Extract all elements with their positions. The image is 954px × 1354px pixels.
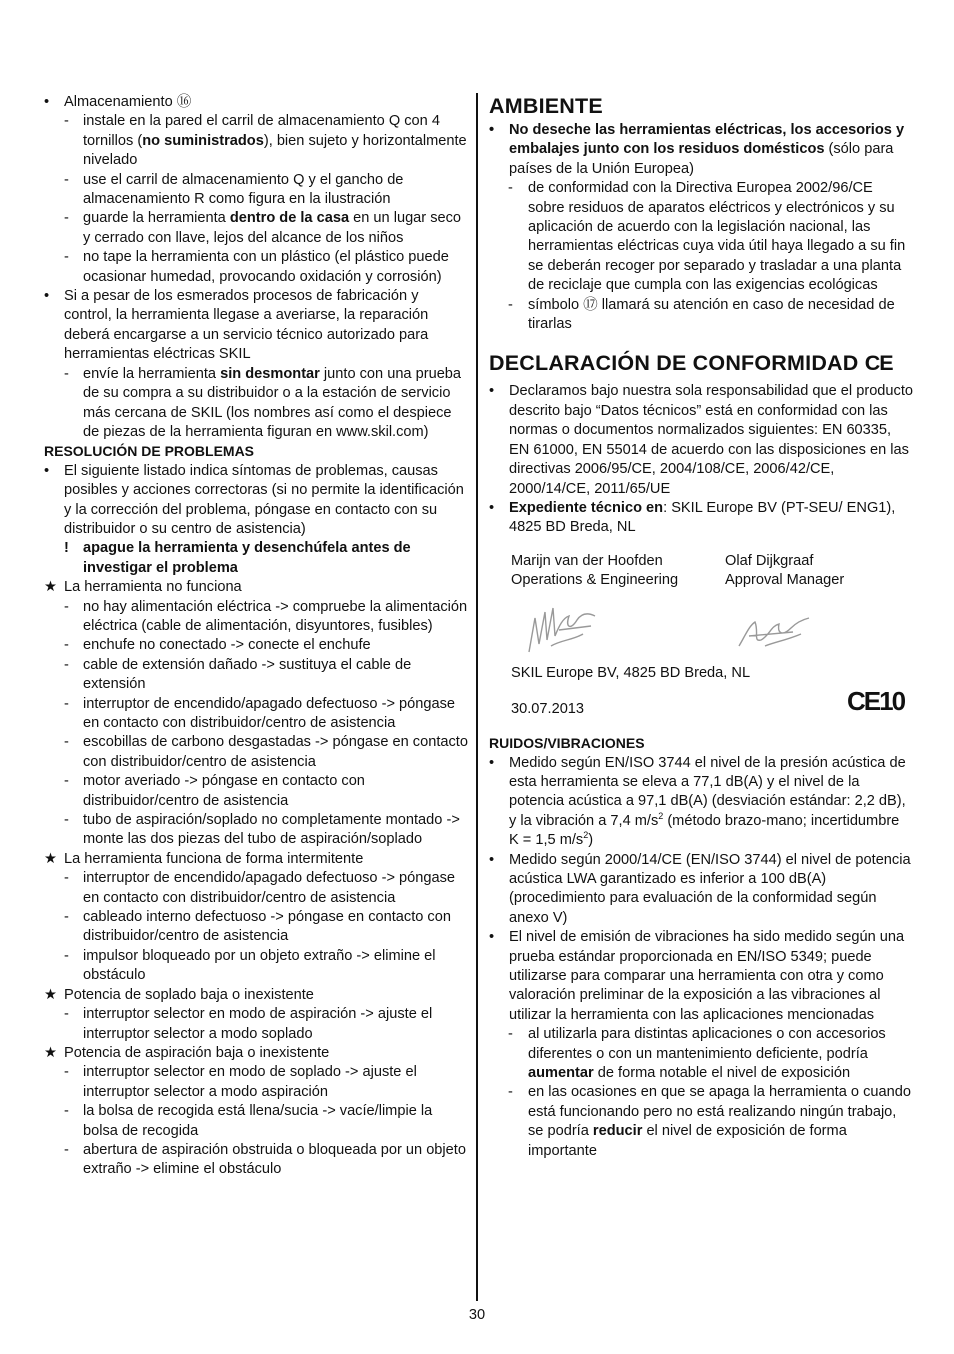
star-icon: ★ [44, 986, 58, 1003]
repair-item: - envíe la herramienta sin desmontar junto con una prueba de su compra a su distribuidor o a la estación de servicio más cercana de SKIL (los nombres así como el despiece de piezas de la herramienta figuran en www.skil.com) [64, 365, 462, 440]
declaration-bullet: • Declaramos bajo nuestra sola responsabilidad que el producto descrito bajo “Datos técnicos” está en conformidad con las normas o documentos normalizados siguientes: EN 60335, EN 61000, EN 55014 de acuerdo con las disposiciones en las directivas 2006/95/CE, 2004/108/CE, 2006/42/CE, 2000/14/CE, 2011/65/UE [489, 383, 914, 497]
ce-mark: CE [864, 351, 893, 376]
bullet-marker: • [44, 94, 50, 110]
remedy-item: - cable de extensión dañado -> sustituya el cable de extensión [64, 656, 412, 693]
signatories [489, 552, 913, 592]
star-icon: ★ [44, 579, 58, 596]
remedy-item: - interruptor de encendido/apagado defectuoso -> póngase en contacto con distribuidor/centro de asistencia [64, 695, 456, 731]
symptom-heading: ★ Potencia de soplado baja o inexistente [44, 986, 468, 1005]
storage-item: - use el carril de almacenamiento Q y el gancho de almacenamiento R como figura en la ilustración [64, 171, 404, 208]
repair-bullet: • Si a pesar de los esmerados procesos de fabricación y control, la herramienta llegase a averiarse, la reparación deberá encargarse a un servicio técnico autorizado para herramientas eléctricas SKIL [44, 288, 429, 363]
date-row [489, 686, 913, 728]
technical-file-bullet: • Expediente técnico en: SKIL Europe BV (PT-SEU/ ENG1), 4825 BD Breda, NL [489, 499, 896, 536]
troubleshooting-heading: RESOLUCIÓN DE PROBLEMAS [44, 443, 255, 460]
storage-bullet [44, 93, 468, 112]
storage-label: Almacenamiento ⑯ [64, 94, 192, 110]
remedy-item: - interruptor selector en modo de soplado -> ajuste el interruptor selector a modo aspiración [64, 1064, 417, 1100]
symptom-heading: ★ La herramienta funciona de forma intermitente [44, 850, 468, 869]
remedy-item: - interruptor selector en modo de aspiración -> ajuste el interruptor selector a modo soplado [64, 1006, 433, 1042]
remedy-item: - interruptor de encendido/apagado defectuoso -> póngase en contacto con distribuidor/centro de asistencia [64, 870, 456, 906]
remedy-item: - abertura de aspiración obstruida o bloqueada por un objeto extraño -> elimine el obstáculo [64, 1141, 466, 1178]
troubleshooting-intro: • El siguiente listado indica síntomas de problemas, causas posibles y acciones correctoras (si no permite la identificación y la corrección del problema, póngase en contacto con su distribuidor o su centro de asistencia) [44, 462, 464, 537]
symptom-heading: ★ La herramienta no funciona [44, 578, 468, 597]
remedy-item: - la bolsa de recogida está llena/sucia -> vacíe/limpie la bolsa de recogida [64, 1103, 433, 1139]
conformity-heading: DECLARACIÓN DE CONFORMIDAD CE [489, 351, 893, 376]
ce10-mark: CE10 [847, 686, 905, 717]
warning-note: ! apague la herramienta y desenchúfela antes de investigar el problema [64, 540, 411, 576]
remedy-item: - no hay alimentación eléctrica -> compruebe la alimentación eléctrica (cable de alimentación, disyuntores, fusibles) [64, 598, 468, 634]
page-number: 30 [468, 1307, 486, 1323]
vibration-bullet: • El nivel de emisión de vibraciones ha sido medido según una prueba estándar proporcionada en EN/ISO 5349; puede utilizarse para comparar una herramienta con otra y como valoración preliminar de la exposición a las vibraciones al utilizar la herramienta con las aplicaciones mencionadas [489, 929, 905, 1023]
remedy-item: - enchufe no conectado -> conecte el enchufe [64, 637, 371, 654]
signature-2 [735, 612, 813, 650]
storage-item: - no tape la herramienta con un plástico (el plástico puede ocasionar humedad, provocando oxidación y corrosión) [64, 249, 449, 285]
disposal-bullet: • No deseche las herramientas eléctricas, los accesorios y embalajes junto con los residuos domésticos (sólo para países de la Unión Europea) [489, 122, 905, 177]
company-address: SKIL Europe BV, 4825 BD Breda, NL [511, 664, 751, 681]
right-column [489, 93, 913, 1161]
ambiente-heading: AMBIENTE [489, 94, 603, 118]
remedy-item: - motor averiado -> póngase en contacto con distribuidor/centro de asistencia [64, 773, 365, 809]
remedy-item: - impulsor bloqueado por un objeto extraño -> elimine el obstáculo [64, 947, 436, 984]
signature-1 [525, 600, 601, 658]
signature-area [489, 592, 913, 664]
remedy-item: - tubo de aspiración/soplado no completamente montado -> monte las dos piezas del tubo de aspiración/soplado [64, 812, 460, 848]
repair-text: Si a pesar de los esmerados procesos de fabricación y control, la herramienta llegase a averiarse, la reparación deberá encargarse a un servicio técnico autorizado para herramientas eléctricas SKIL [64, 288, 429, 363]
left-column [44, 93, 468, 1180]
disposal-item: - de conformidad con la Directiva Europea 2002/96/CE sobre residuos de aparatos eléctricos y electrónicos y su aplicación de acuerdo con la legislación nacional, las herramientas eléctricas cuya vida útil haya llegado a su fin se deberán recoger por separado y trasladar a una planta de reciclaje que cumpla con las exigencias ecológicas [508, 180, 906, 294]
column-divider [476, 93, 478, 1301]
noise-bullet: • Medido según 2000/14/CE (EN/ISO 3744) el nivel de potencia acústica LWA garantizado es inferior a 100 dB(A) (procedimiento para evaluación de la conformidad según anexo V) [489, 851, 911, 926]
remedy-item: - escobillas de carbono desgastadas -> póngase en contacto con distribuidor/centro de asistencia [64, 734, 468, 770]
noise-bullet: • Medido según EN/ISO 3744 el nivel de la presión acústica de esta herramienta se eleva a 77,1 dB(A) y el nivel de la potencia acústica a 97,1 dB(A) (desviación estándar: 2,2 dB), y la vibración a 7,4 $m/s^2$ (método brazo-mano; incertidumbre K = 1,5 $m/s^2$) [489, 754, 906, 849]
declaration-date: 30.07.2013 [511, 701, 585, 718]
vibration-item: - al utilizarla para distintas aplicaciones o con accesorios diferentes o con un mantenimiento deficiente, podría aumentar de forma notable el nivel de exposición [508, 1026, 886, 1082]
noise-heading: RUIDOS/VIBRACIONES [489, 735, 645, 752]
vibration-item: - en las ocasiones en que se apaga la herramienta o cuando está funcionando pero no está realizando ningún trabajo, se podría reducir el nivel de exposición de forma importante [508, 1084, 911, 1159]
signer-2: Olaf Dijkgraaf Approval Manager [725, 552, 845, 589]
symptom-heading: ★ Potencia de aspiración baja o inexistente [44, 1044, 468, 1063]
star-icon: ★ [44, 850, 58, 867]
star-icon: ★ [44, 1044, 58, 1061]
signer-1: Marijn van der Hoofden Operations & Engineering [511, 552, 679, 589]
remedy-item: - cableado interno defectuoso -> póngase en contacto con distribuidor/centro de asistencia [64, 909, 451, 945]
disposal-item: - símbolo ⑰ llamará su atención en caso de necesidad de tirarlas [508, 296, 895, 333]
storage-item: - guarde la herramienta dentro de la casa en un lugar seco y cerrado con llave, lejos del alcance de los niños [64, 210, 462, 246]
storage-item: - instale en la pared el carril de almacenamiento Q con 4 tornillos (no suministrados), bien sujeto y horizontalmente nivelado [64, 113, 467, 169]
